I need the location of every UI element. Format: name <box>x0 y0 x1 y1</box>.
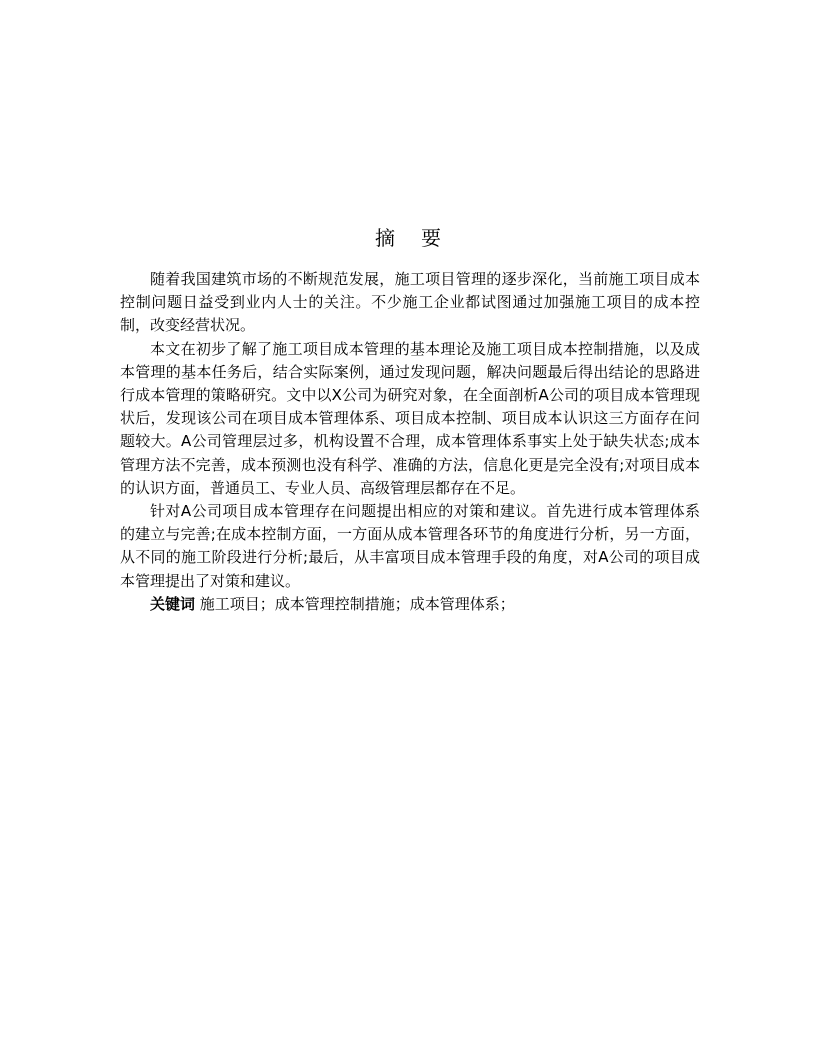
abstract-title-char-1: 摘 <box>375 226 395 250</box>
abstract-body <box>120 268 700 616</box>
abstract-paragraph-2: 本文在初步了解了施工项目成本管理的基本理论及施工项目成本控制措施，以及成本管理的基本任务后，结合实际案例，通过发现问题，解决问题最后得出结论的思路进行成本管理的策略研究。文中以X公司为研究对象，在全面剖析A公司的项目成本管理现状后，发现该公司在项目成本管理体系、项目成本控制、项目成本认识这三方面存在问题较大。A公司管理层过多，机构设置不合理，成本管理体系事实上处于缺失状态;成本管理方法不完善，成本预测也没有科学、准确的方法，信息化更是完全没有;对项目成本的认识方面，普通员工、专业人员、高级管理层都存在不足。 <box>120 339 700 497</box>
abstract-title-char-2: 要 <box>421 226 441 250</box>
keywords-line <box>120 593 700 616</box>
keywords-text: 施工项目；成本管理控制措施；成本管理体系； <box>195 594 515 613</box>
abstract-paragraph-3: 针对A公司项目成本管理存在问题提出相应的对策和建议。首先进行成本管理体系的建立与完善;在成本控制方面，一方面从成本管理各环节的角度进行分析，另一方面，从不同的施工阶段进行分析;最后，从丰富项目成本管理手段的角度，对A公司的项目成本管理提出了对策和建议。 <box>120 502 700 590</box>
keywords-label: 关键词 <box>150 594 196 613</box>
abstract-title <box>0 224 816 252</box>
abstract-paragraph-1: 随着我国建筑市场的不断规范发展，施工项目管理的逐步深化，当前施工项目成本控制问题日益受到业内人士的关注。不少施工企业都试图通过加强施工项目的成本控制，改变经营状况。 <box>120 270 700 335</box>
